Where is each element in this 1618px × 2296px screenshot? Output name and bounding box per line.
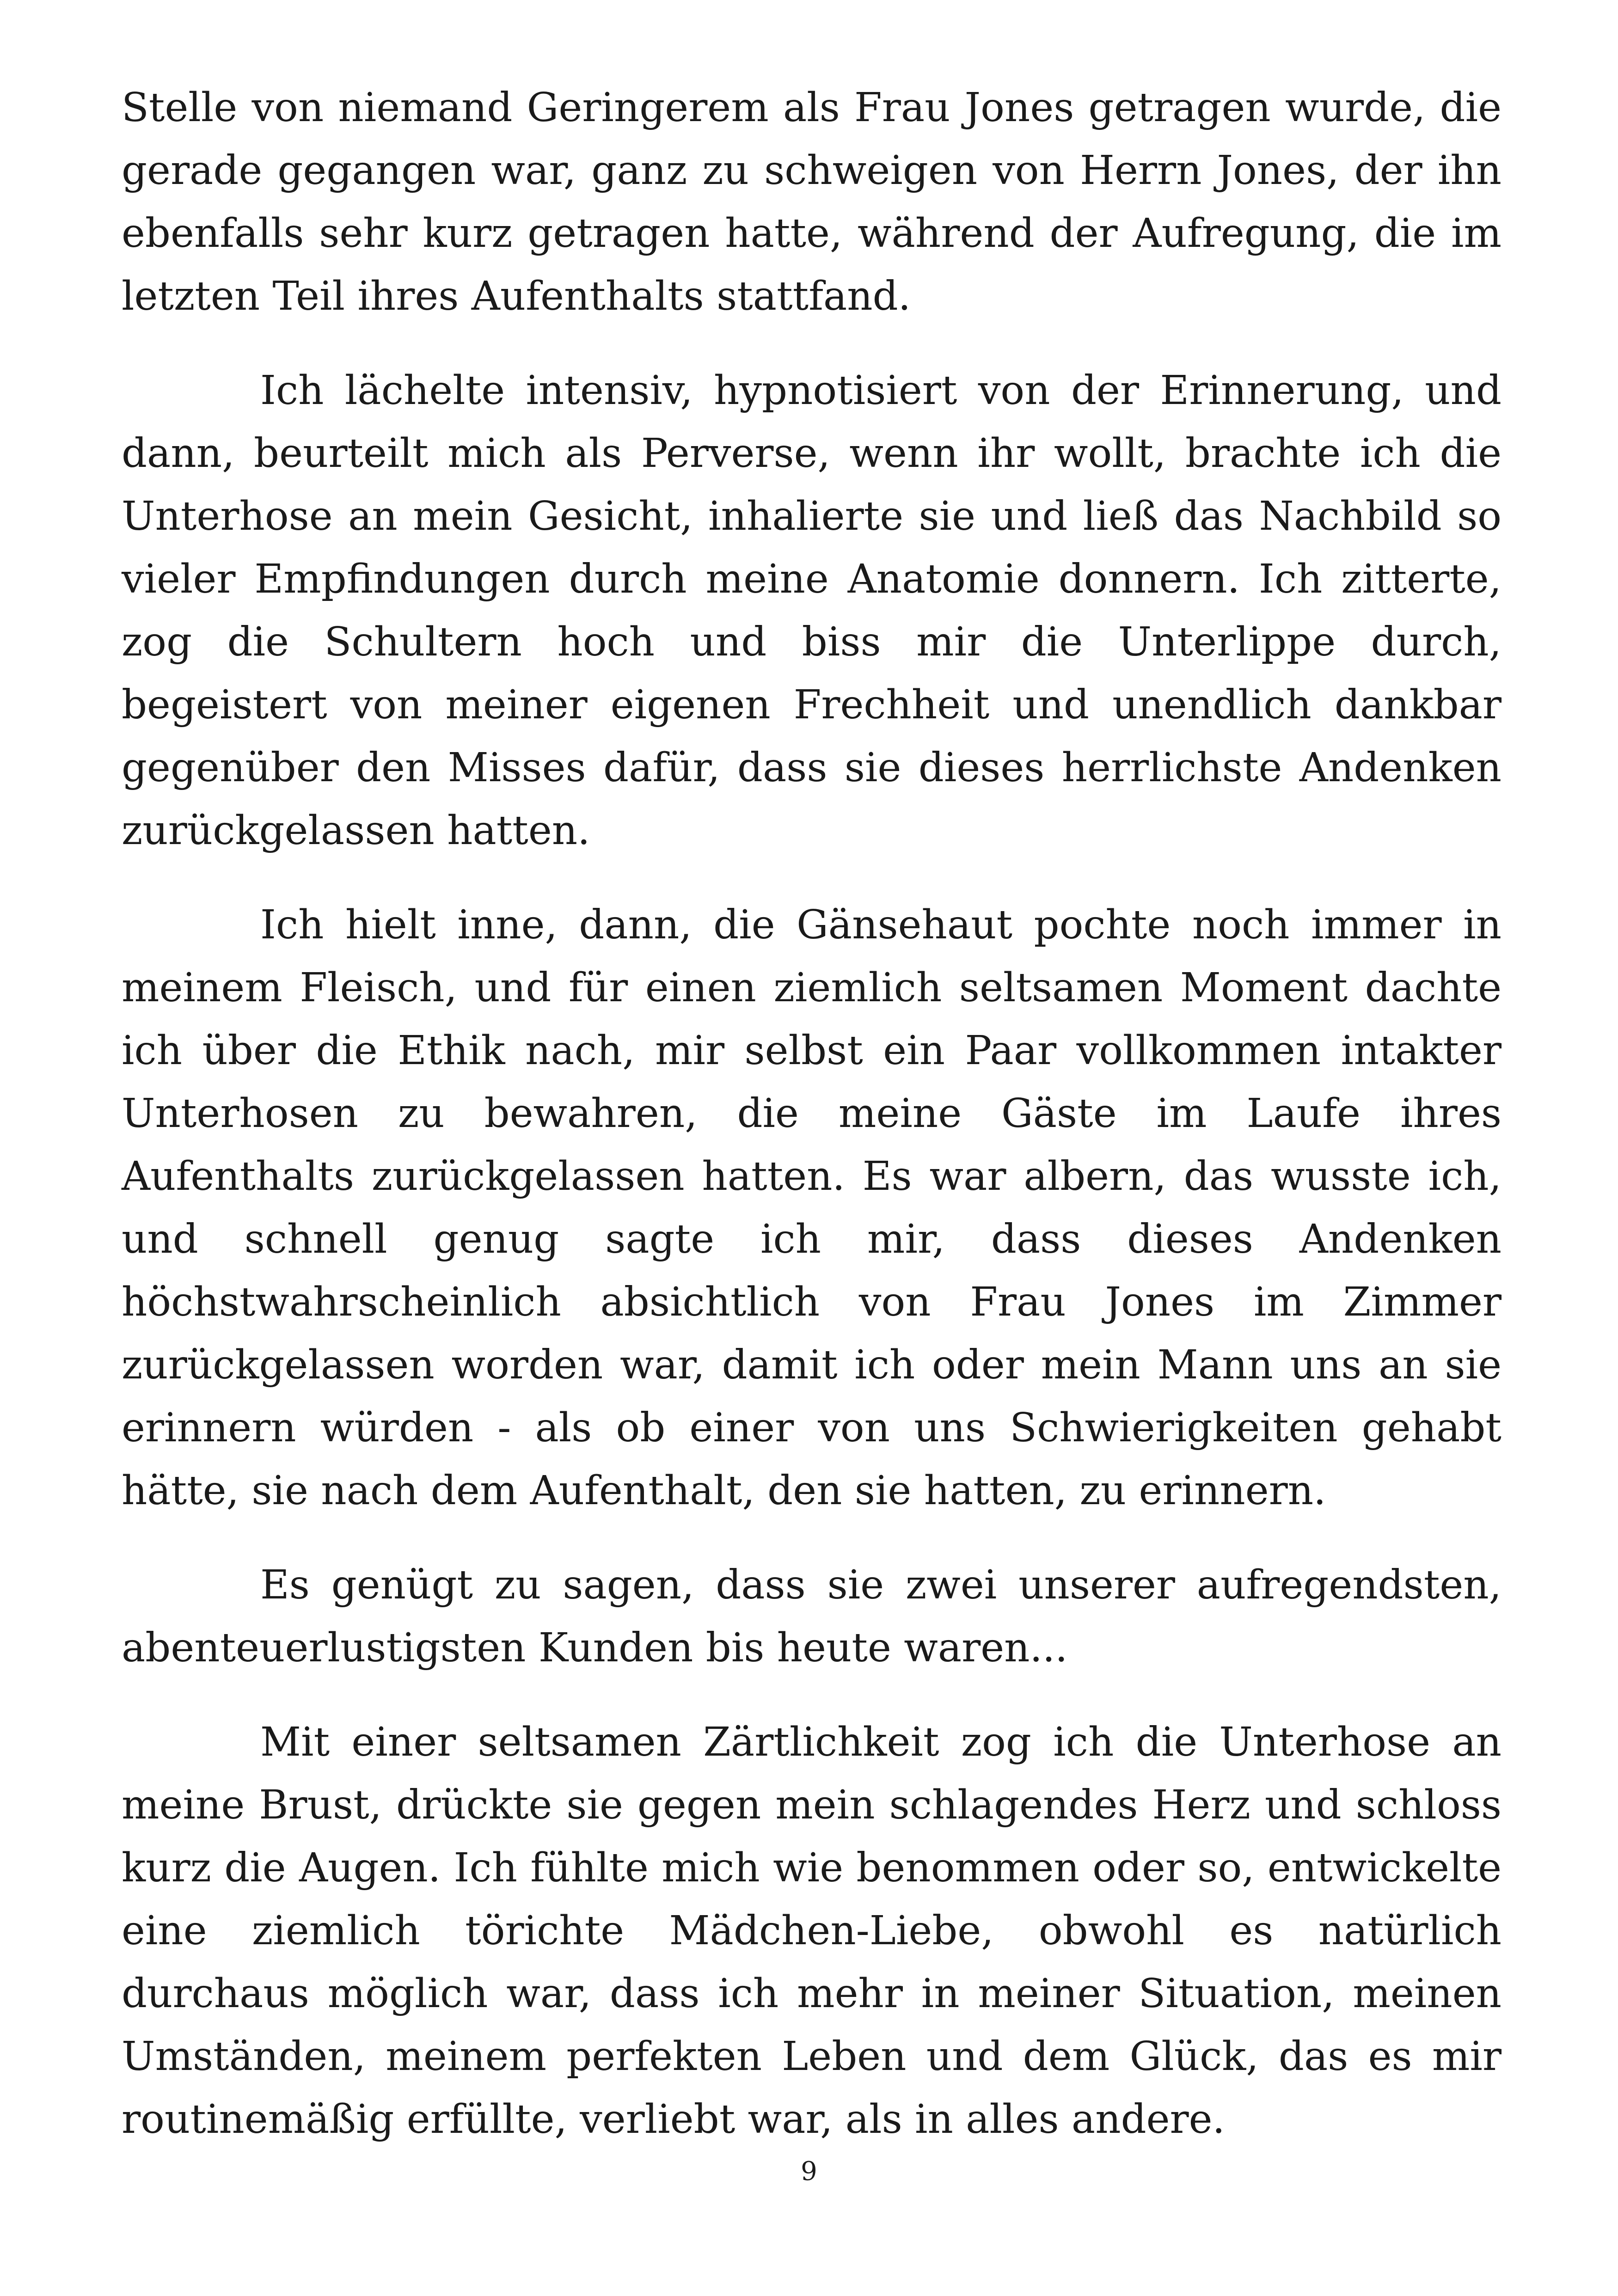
paragraph: Ich lächelte intensiv, hypnotisiert von der Erinnerung, und dann, beurteilt mich als Perverse, wenn ihr wollt, brachte ich die Unterhose an mein Gesicht, inhalierte sie und ließ das Nachbild so vieler Empfindungen durch meine Anatomie donnern. Ich zitterte, zog die Schultern hoch und biss mir die Unterlippe durch, begeistert von meiner eigenen Frechheit und unendlich dankbar gegenüber den Misses dafür, dass sie dieses herrlichste Andenken zurückgelassen hatten.	[122, 367, 1502, 854]
paragraph: Es genügt zu sagen, dass sie zwei unserer aufregendsten, abenteuerlustigsten Kunden bis heute waren...	[122, 1562, 1502, 1671]
paragraph-continuation: Stelle von niemand Geringerem als Frau Jones getragen wurde, die gerade gegangen war, ganz zu schweigen von Herrn Jones, der ihn ebenfalls sehr kurz getragen hatte, während der Aufregung, die im letzten Teil ihres Aufenthalts stattfand.	[122, 85, 1502, 319]
page-number: 9	[801, 2156, 817, 2186]
paragraph: Mit einer seltsamen Zärtlichkeit zog ich die Unterhose an meine Brust, drückte sie gegen mein schlagendes Herz und schloss kurz die Augen. Ich fühlte mich wie benommen oder so, entwickelte eine ziemlich törichte Mädchen-Liebe, obwohl es natürlich durchaus möglich war, dass ich mehr in meiner Situation, meinen Umständen, meinem perfekten Leben und dem Glück, das es mir routinemäßig erfüllte, verliebt war, als in alles andere.	[122, 1719, 1502, 2143]
paragraph: Ich hielt inne, dann, die Gänsehaut pochte noch immer in meinem Fleisch, und für einen ziemlich seltsamen Moment dachte ich über die Ethik nach, mir selbst ein Paar vollkommen intakter Unterhosen zu bewahren, die meine Gäste im Laufe ihres Aufenthalts zurückgelassen hatten. Es war albern, das wusste ich, und schnell genug sagte ich mir, dass dieses Andenken höchstwahrscheinlich absichtlich von Frau Jones im Zimmer zurückgelassen worden war, damit ich oder mein Mann uns an sie erinnern würden - als ob einer von uns Schwierigkeiten gehabt hätte, sie nach dem Aufenthalt, den sie hatten, zu erinnern.	[122, 902, 1502, 1514]
body-text	[122, 76, 1502, 2182]
